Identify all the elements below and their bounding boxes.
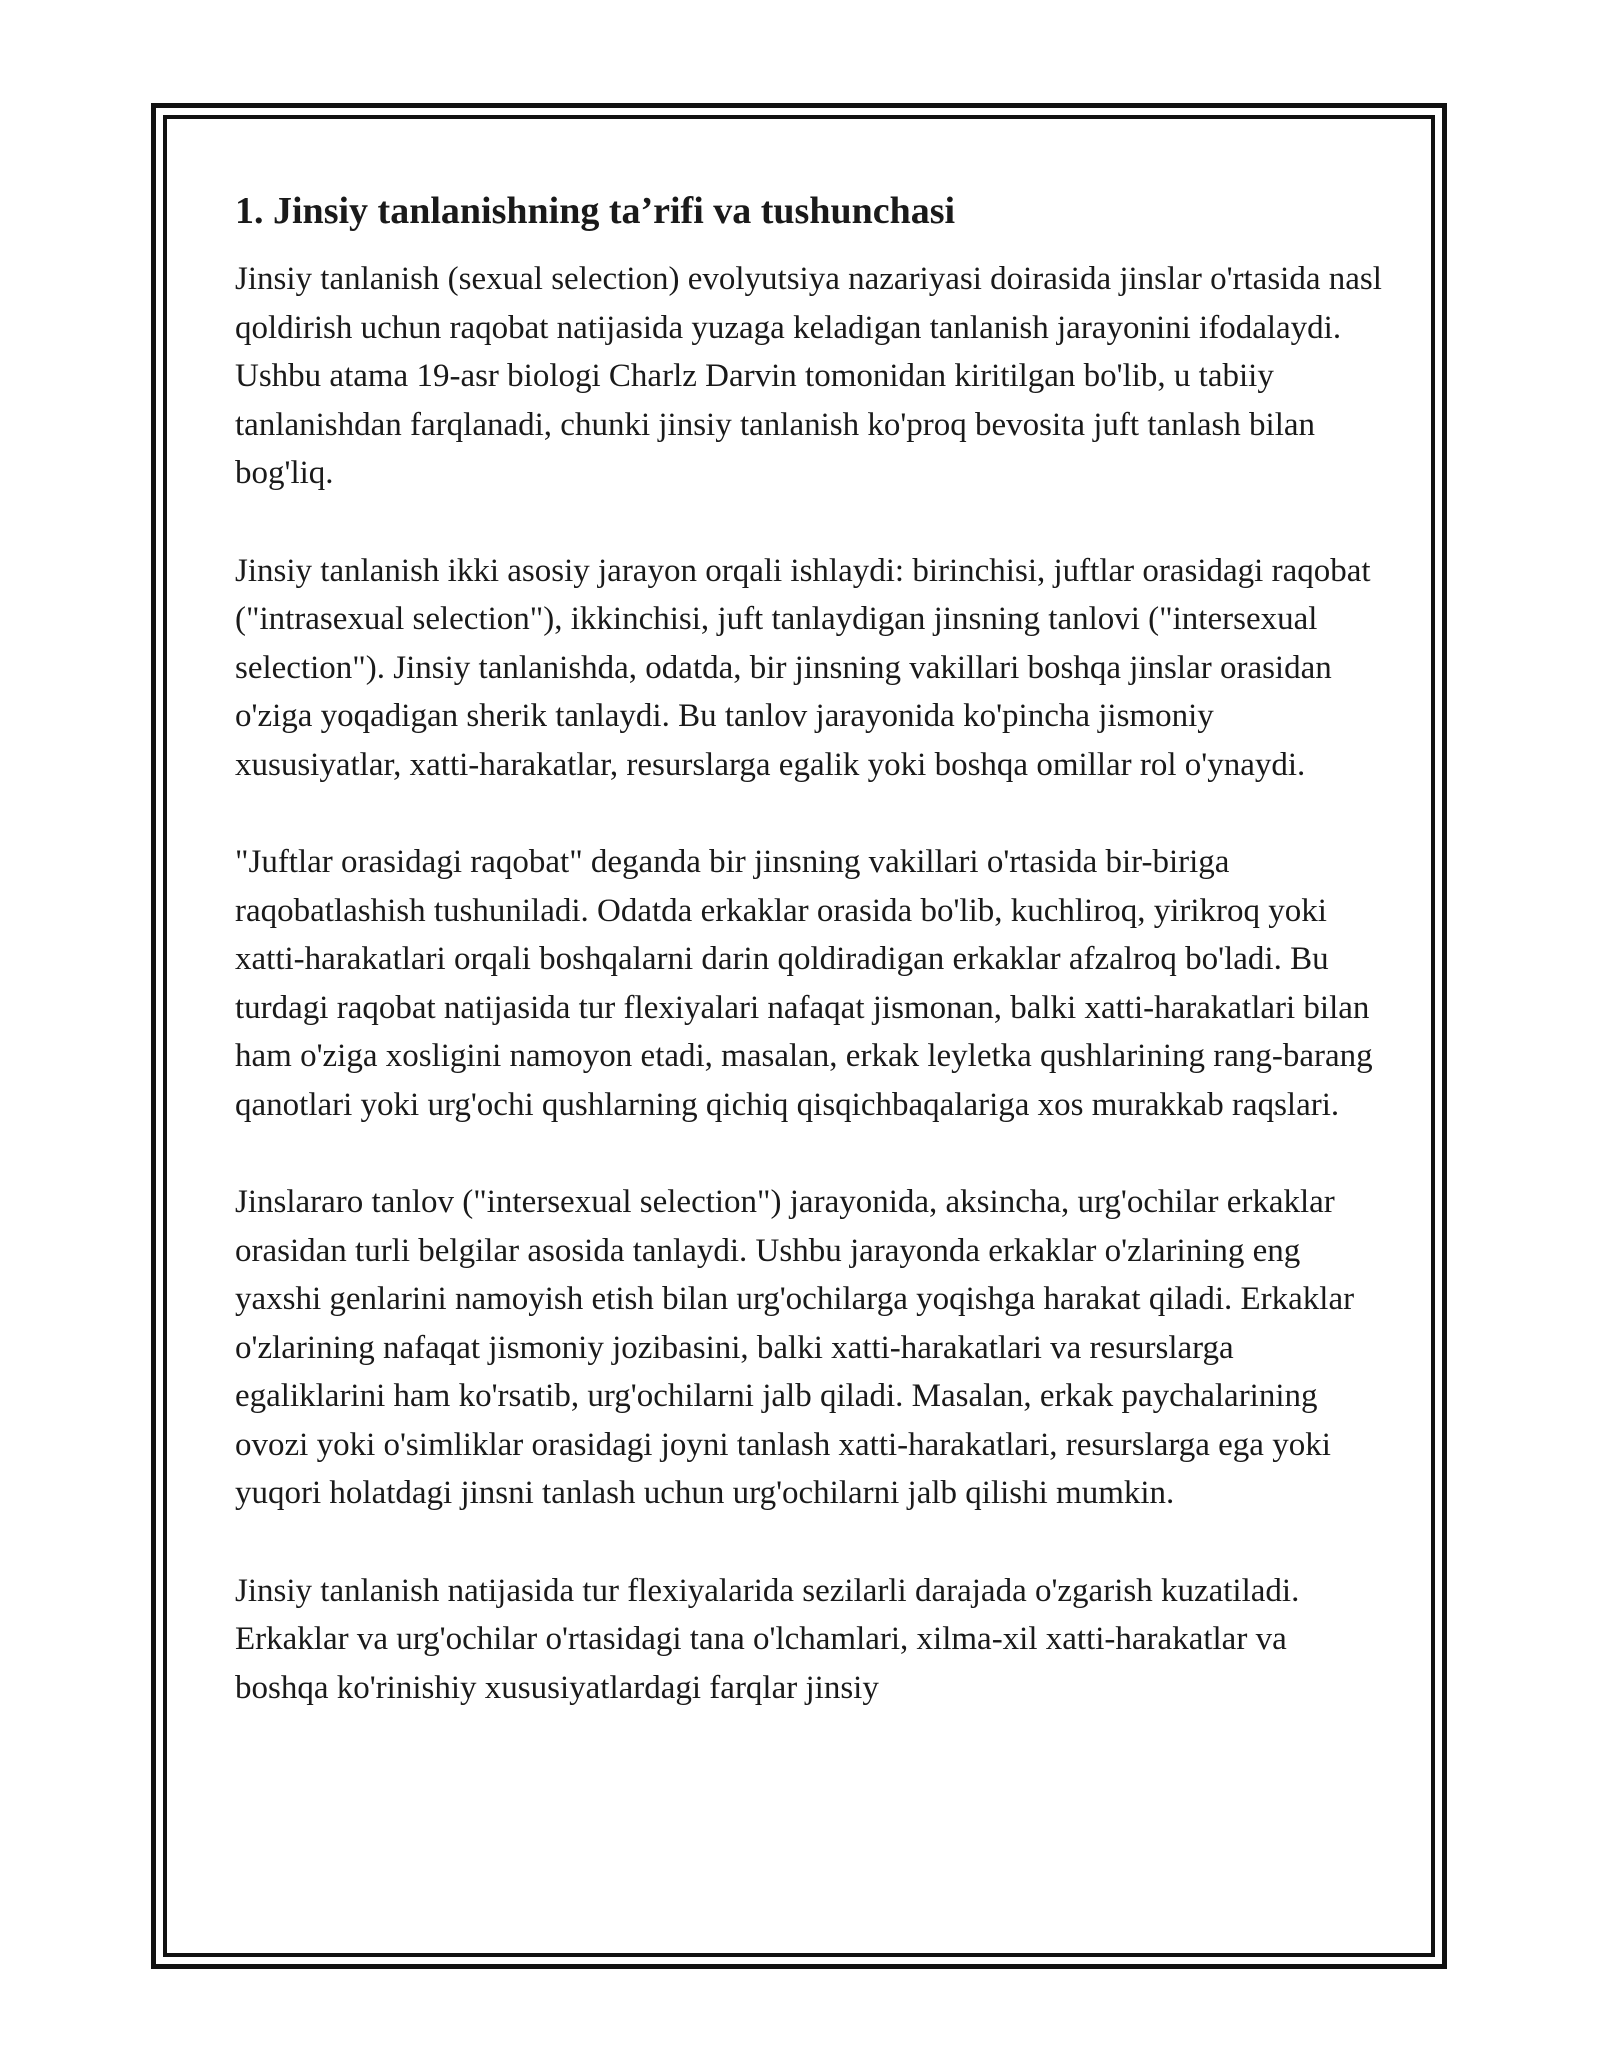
paragraph-5: Jinsiy tanlanish natijasida tur flexiyalarida sezilarli darajada o'zgarish kuzatiladi. Erkaklar va urg'ochilar o'rtasidagi tana o'lchamlari, xilma-xil xatti-harakatlar va boshqa ko'rinishiy xususiyatlardagi farqlar jinsiy [235,1572,1300,1706]
paragraph-4: Jinslararo tanlov ("intersexual selection") jarayonida, aksincha, urg'ochilar erkaklar orasidan turli belgilar asosida tanlaydi. Ushbu jarayonda erkaklar o'zlarining eng yaxshi genlarini namoyish etish bilan urg'ochilarga yoqishga harakat qiladi. Erkaklar o'zlarining nafaqat jismoniy jozibasini, balki xatti-harakatlari va resurslarga egaliklarini ham ko'rsatib, urg'ochilarni jalb qiladi. Masalan, erkak paychalarining ovozi yoki o'simliklar orasidagi joyni tanlash xatti-harakatlari, resurslarga ega yoki yuqori holatdagi jinsni tanlash uchun urg'ochilarni jalb qilishi mumkin. [235,1184,1355,1511]
paragraph-3: "Juftlar orasidagi raqobat" deganda bir jinsning vakillari o'rtasida bir-biriga raqobatlashish tushuniladi. Odatda erkaklar orasida bo'lib, kuchliroq, yirikroq yoki xatti-harakatlari orqali boshqalarni darin qoldiradigan erkaklar afzalroq bo'ladi. Bu turdagi raqobat natijasida tur flexiyalari nafaqat jismonan, balki xatti-harakatlari bilan ham o'ziga xosligini namoyon etadi, masalan, erkak leyletka qushlarining rang-barang qanotlari yoki urg'ochi qushlarning qichiq qisqichbaqalariga xos murakkab raqslari. [235,844,1373,1123]
paragraph-2: Jinsiy tanlanish ikki asosiy jarayon orqali ishlaydi: birinchisi, juftlar orasidagi raqobat ("intrasexual selection"), ikkinchisi, juft tanlaydigan jinsning tanlovi ("intersexual selection"). Jinsiy tanlanishda, odatda, bir jinsning vakillari boshqa jinslar orasidan o'ziga yoqadigan sherik tanlaydi. Bu tanlov jarayonida ko'pincha jismoniy xususiyatlar, xatti-harakatlar, resurslarga egalik yoki boshqa omillar rol o'ynaydi. [235,552,1371,783]
document-body [235,185,1385,1761]
paragraph-1: Jinsiy tanlanish (sexual selection) evolyutsiya nazariyasi doirasida jinslar o'rtasida nasl qoldirish uchun raqobat natijasida yuzaga keladigan tanlanish jarayonini ifodalaydi. Ushbu atama 19-asr biologi Charlz Darvin tomonidan kiritilgan bo'lib, u tabiiy tanlanishdan farqlanadi, chunki jinsiy tanlanish ko'proq bevosita juft tanlash bilan bog'liq. [235,261,1382,491]
section-heading: 1. Jinsiy tanlanishning ta’rifi va tushunchasi [235,190,956,232]
